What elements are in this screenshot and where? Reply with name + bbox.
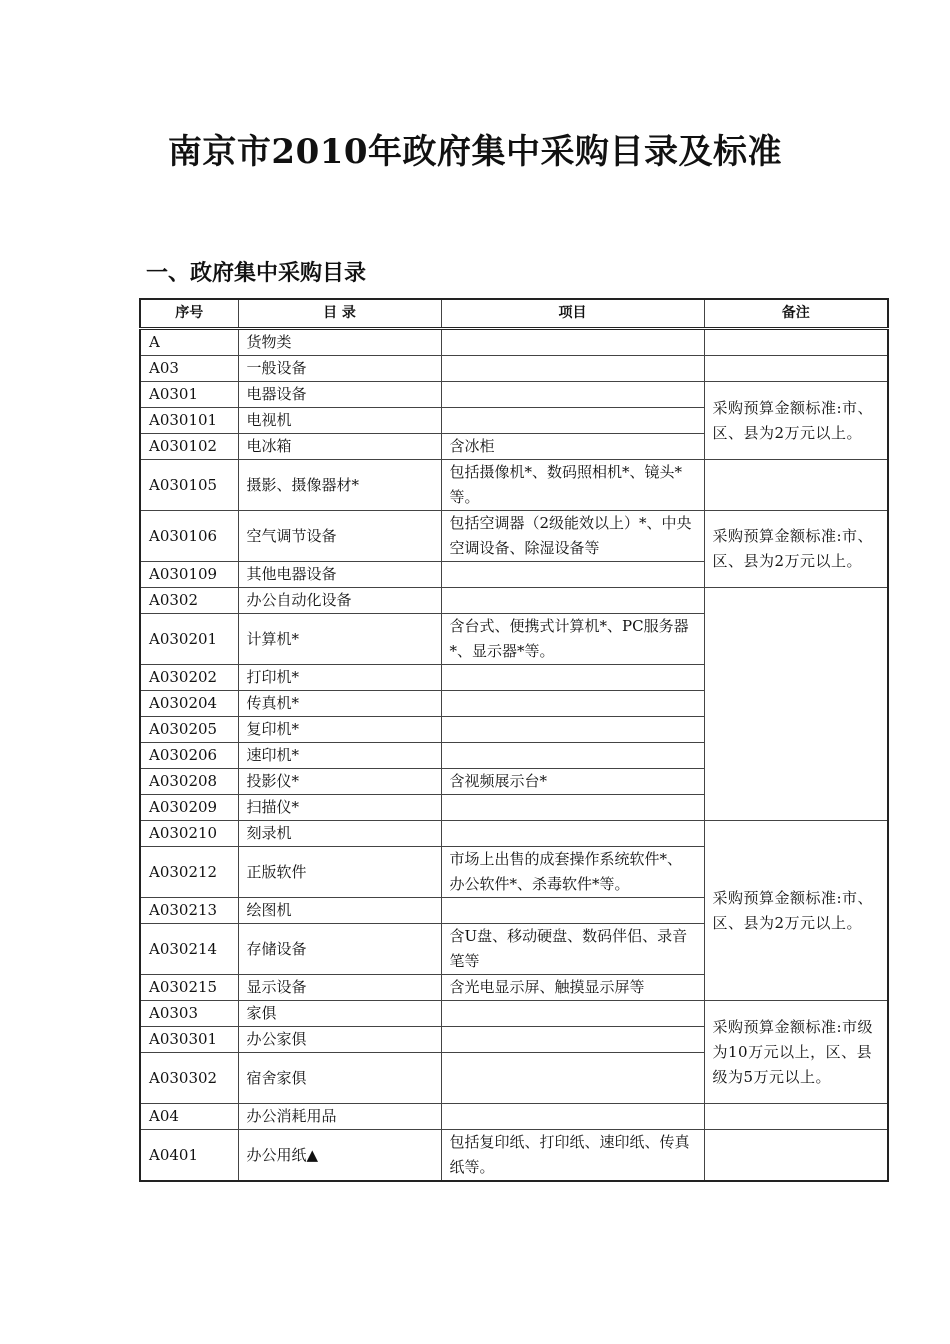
row-name: 办公自动化设备: [238, 588, 441, 614]
row-item: 含冰柜: [441, 434, 704, 460]
row-name: 一般设备: [238, 356, 441, 382]
row-item: 包括复印纸、打印纸、速印纸、传真纸等。: [441, 1130, 704, 1182]
row-code: A0303: [140, 1001, 238, 1027]
row-code: A0302: [140, 588, 238, 614]
row-item: [441, 329, 704, 356]
table-row: [140, 329, 888, 356]
row-code: A030201: [140, 614, 238, 665]
header-remarks: 备注: [704, 299, 888, 329]
row-item: 市场上出售的成套操作系统软件*、办公软件*、杀毒软件*等。: [441, 847, 704, 898]
row-code: A030215: [140, 975, 238, 1001]
row-name: 办公消耗用品: [238, 1104, 441, 1130]
row-note-empty: [704, 329, 888, 356]
row-name: 打印机*: [238, 665, 441, 691]
row-item: [441, 743, 704, 769]
table-row: [140, 382, 888, 408]
table-row: [140, 511, 888, 562]
table-row: [140, 1130, 888, 1182]
row-name: 速印机*: [238, 743, 441, 769]
header-catalog: 目 录: [238, 299, 441, 329]
remark-note: 采购预算金额标准:市、区、县为2万元以上。: [704, 382, 888, 460]
row-code: A030206: [140, 743, 238, 769]
row-item: [441, 408, 704, 434]
row-item: 含视频展示台*: [441, 769, 704, 795]
row-note-empty: [704, 1104, 888, 1130]
row-code: A0401: [140, 1130, 238, 1182]
row-item: [441, 665, 704, 691]
row-code: A0301: [140, 382, 238, 408]
header-item: 项目: [441, 299, 704, 329]
row-code: A030212: [140, 847, 238, 898]
row-name: 刻录机: [238, 821, 441, 847]
row-name: 办公家俱: [238, 1027, 441, 1053]
table-row: [140, 588, 888, 614]
row-code: A030208: [140, 769, 238, 795]
row-name: 宿舍家俱: [238, 1053, 441, 1104]
procurement-catalog-table: [139, 298, 889, 1182]
section-heading: 一、政府集中采购目录: [146, 261, 367, 286]
row-code: A030202: [140, 665, 238, 691]
row-item: [441, 1104, 704, 1130]
row-code: A030210: [140, 821, 238, 847]
row-name: 复印机*: [238, 717, 441, 743]
row-item: [441, 1053, 704, 1104]
row-code: A04: [140, 1104, 238, 1130]
row-name: 货物类: [238, 329, 441, 356]
row-name: 办公用纸▲: [238, 1130, 441, 1182]
row-item: 含U盘、移动硬盘、数码伴侣、录音笔等: [441, 924, 704, 975]
row-note-empty: [704, 460, 888, 511]
row-note-empty: [704, 1130, 888, 1182]
row-item: 包括空调器（2级能效以上）*、中央空调设备、除湿设备等: [441, 511, 704, 562]
row-item: [441, 356, 704, 382]
row-item: 含光电显示屏、触摸显示屏等: [441, 975, 704, 1001]
table-row: [140, 460, 888, 511]
row-name: 传真机*: [238, 691, 441, 717]
row-code: A030204: [140, 691, 238, 717]
table-row: [140, 1001, 888, 1027]
row-name: 家俱: [238, 1001, 441, 1027]
table-row: [140, 1104, 888, 1130]
row-item: [441, 1027, 704, 1053]
row-name: 投影仪*: [238, 769, 441, 795]
row-name: 其他电器设备: [238, 562, 441, 588]
row-code: A: [140, 329, 238, 356]
row-code: A030213: [140, 898, 238, 924]
row-item: [441, 691, 704, 717]
row-code: A030205: [140, 717, 238, 743]
row-name: 计算机*: [238, 614, 441, 665]
row-name: 显示设备: [238, 975, 441, 1001]
row-name: 摄影、摄像器材*: [238, 460, 441, 511]
header-serial: 序号: [140, 299, 238, 329]
row-item: [441, 1001, 704, 1027]
row-code: A030105: [140, 460, 238, 511]
remark-note: 采购预算金额标准:市、区、县为2万元以上。: [704, 821, 888, 1001]
document-title: 南京市2010年政府集中采购目录及标准: [167, 132, 783, 172]
table-header-row: [140, 299, 888, 329]
row-name: 空气调节设备: [238, 511, 441, 562]
table-row: [140, 356, 888, 382]
remark-note: 采购预算金额标准:市级为10万元以上，区、县级为5万元以上。: [704, 1001, 888, 1104]
row-note-empty: [704, 588, 888, 821]
row-name: 存储设备: [238, 924, 441, 975]
row-code: A030106: [140, 511, 238, 562]
row-item: [441, 588, 704, 614]
row-code: A030101: [140, 408, 238, 434]
row-item: 包括摄像机*、数码照相机*、镜头*等。: [441, 460, 704, 511]
row-code: A030102: [140, 434, 238, 460]
row-item: [441, 382, 704, 408]
row-item: 含台式、便携式计算机*、PC服务器*、显示器*等。: [441, 614, 704, 665]
remark-note: 采购预算金额标准:市、区、县为2万元以上。: [704, 511, 888, 588]
row-code: A030301: [140, 1027, 238, 1053]
row-name: 电冰箱: [238, 434, 441, 460]
row-name: 绘图机: [238, 898, 441, 924]
row-item: [441, 821, 704, 847]
row-code: A030302: [140, 1053, 238, 1104]
table-row: [140, 821, 888, 847]
row-note-empty: [704, 356, 888, 382]
row-name: 电视机: [238, 408, 441, 434]
row-code: A03: [140, 356, 238, 382]
row-item: [441, 795, 704, 821]
row-item: [441, 562, 704, 588]
row-code: A030209: [140, 795, 238, 821]
row-name: 电器设备: [238, 382, 441, 408]
row-item: [441, 898, 704, 924]
row-code: A030214: [140, 924, 238, 975]
row-name: 正版软件: [238, 847, 441, 898]
row-code: A030109: [140, 562, 238, 588]
row-name: 扫描仪*: [238, 795, 441, 821]
row-item: [441, 717, 704, 743]
